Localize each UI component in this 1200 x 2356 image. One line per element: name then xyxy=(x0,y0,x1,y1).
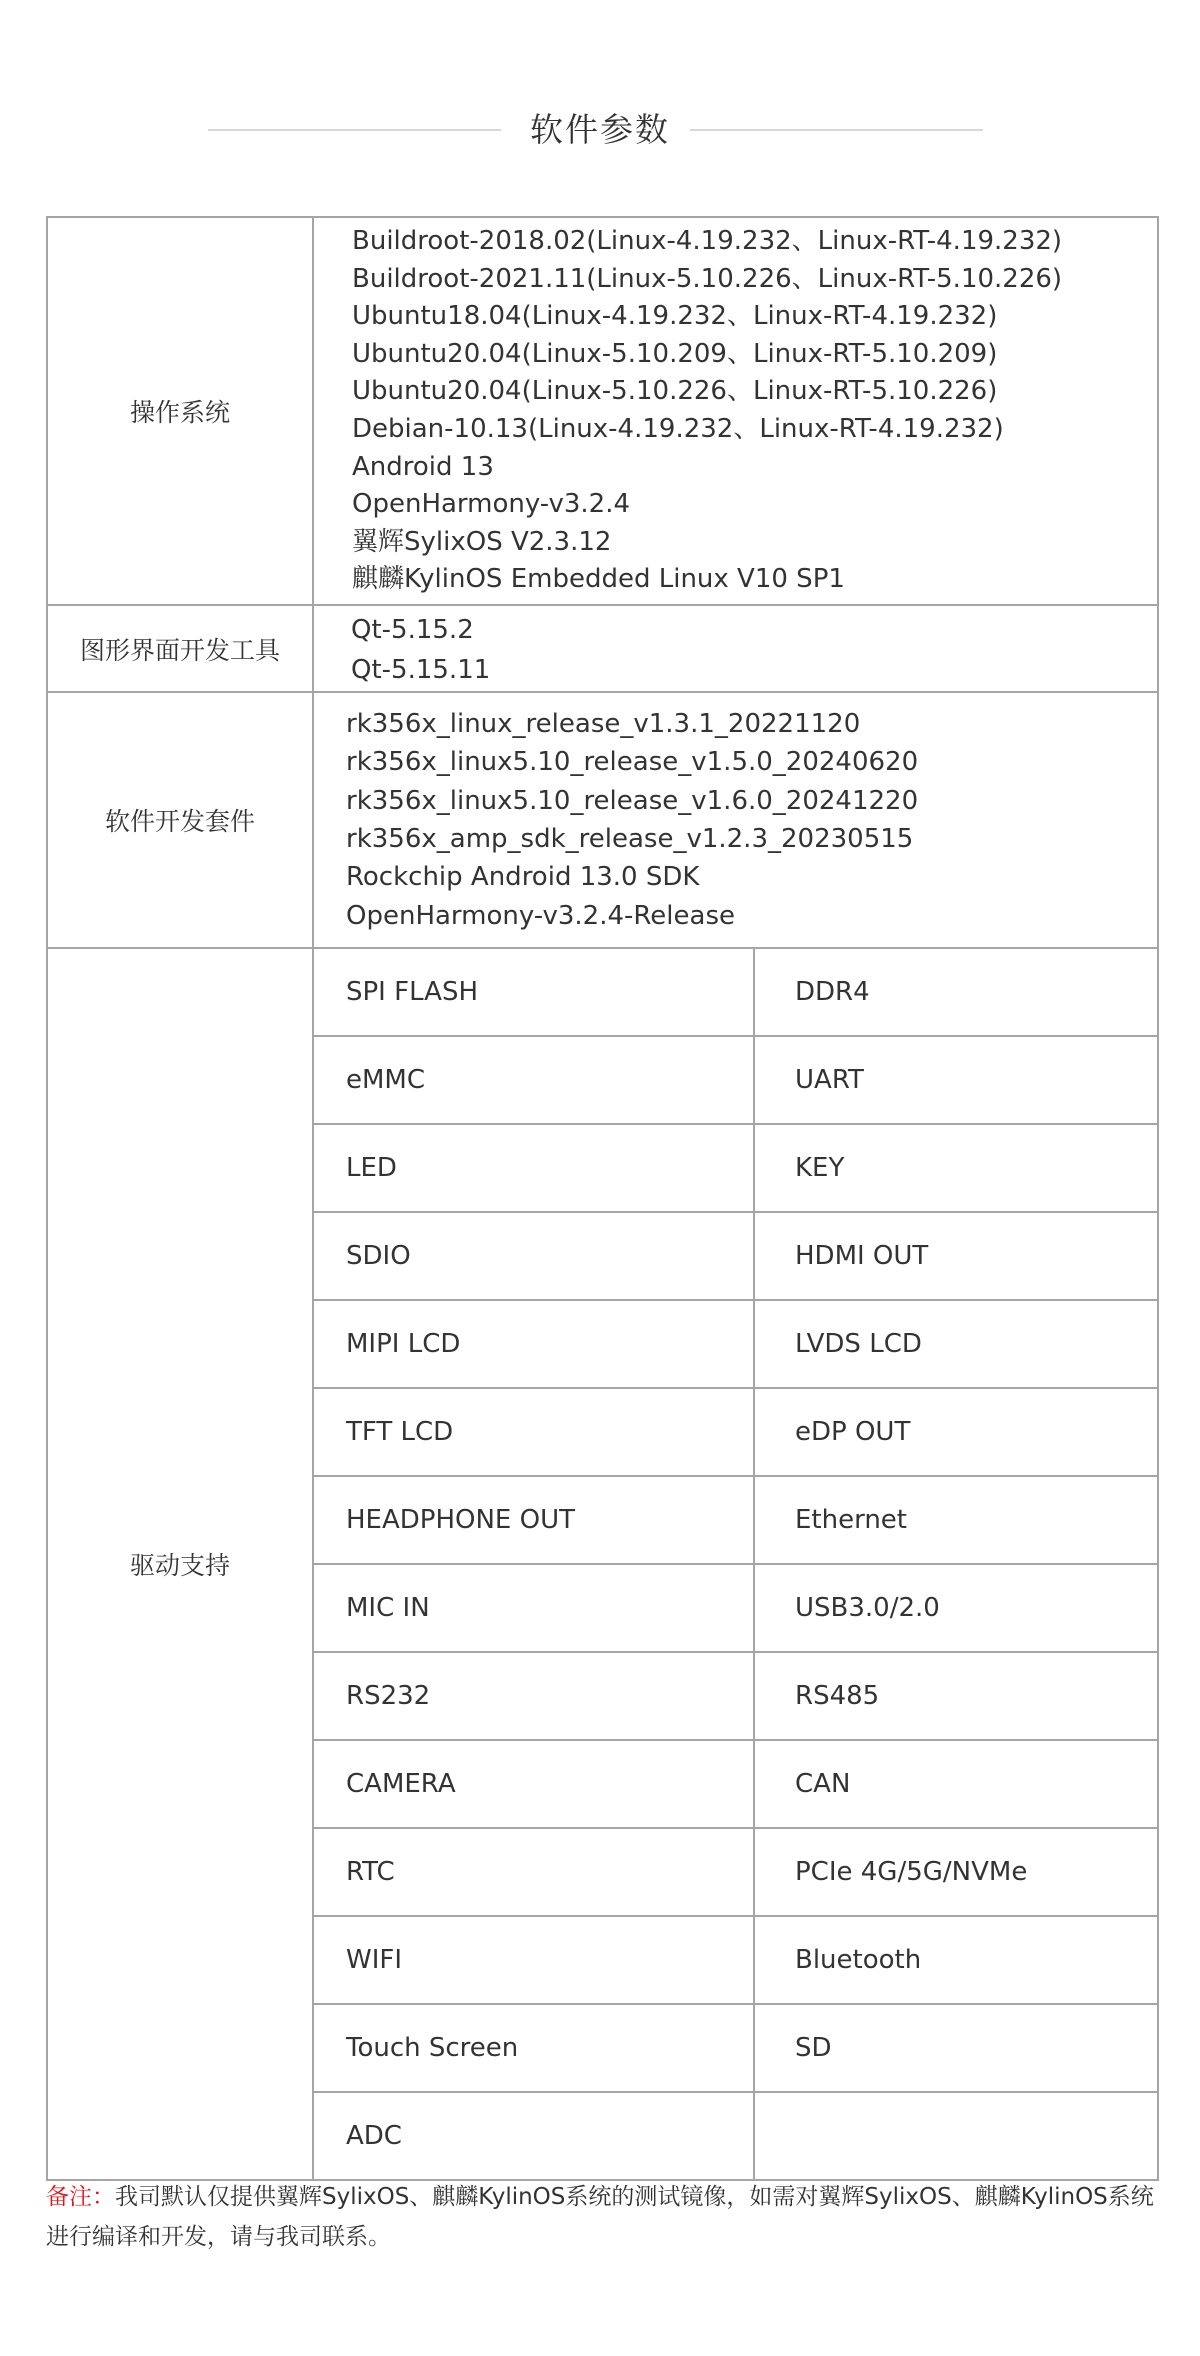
driver-cell: Touch Screen xyxy=(313,2004,754,2092)
driver-cell: MIC IN xyxy=(313,1564,754,1652)
os-item: 麒麟KylinOS Embedded Linux V10 SP1 xyxy=(352,564,845,595)
sdk-item: rk356x_linux_release_v1.3.1_20221120 xyxy=(346,708,861,739)
driver-cell: SPI FLASH xyxy=(313,948,754,1036)
os-item: Buildroot-2021.11(Linux-5.10.226、Linux-RT-5.10.226) xyxy=(352,263,1063,294)
driver-cell xyxy=(754,2092,1158,2180)
software-spec-table xyxy=(46,216,1159,2181)
gui-list xyxy=(313,605,1158,692)
driver-cell: HEADPHONE OUT xyxy=(313,1476,754,1564)
sdk-item: rk356x_amp_sdk_release_v1.2.3_20230515 xyxy=(346,824,914,854)
note-label: 备注： xyxy=(46,2184,115,2210)
driver-cell: PCIe 4G/5G/NVMe xyxy=(754,1828,1158,1916)
gui-label: 图形界面开发工具 xyxy=(47,605,313,692)
driver-cell: DDR4 xyxy=(754,948,1158,1036)
sdk-row xyxy=(47,692,1158,948)
driver-cell: KEY xyxy=(754,1124,1158,1212)
page-title: 软件参数 xyxy=(530,110,670,149)
sdk-item: rk356x_linux5.10_release_v1.6.0_20241220 xyxy=(346,785,919,816)
sdk-item: OpenHarmony-v3.2.4-Release xyxy=(346,900,735,931)
driver-cell: UART xyxy=(754,1036,1158,1124)
gui-row xyxy=(47,605,1158,692)
driver-cell: eMMC xyxy=(313,1036,754,1124)
sdk-item: Rockchip Android 13.0 SDK xyxy=(346,862,700,893)
driver-cell: CAMERA xyxy=(313,1740,754,1828)
driver-cell: USB3.0/2.0 xyxy=(754,1564,1158,1652)
footnote xyxy=(46,2177,1166,2257)
os-item: Ubuntu20.04(Linux-5.10.226、Linux-RT-5.10.226) xyxy=(352,376,998,407)
sdk-label: 软件开发套件 xyxy=(47,692,313,948)
sdk-list xyxy=(313,692,1158,948)
os-item: Ubuntu18.04(Linux-4.19.232、Linux-RT-4.19.232) xyxy=(352,301,998,332)
driver-cell: Ethernet xyxy=(754,1476,1158,1564)
sdk-item: rk356x_linux5.10_release_v1.5.0_20240620 xyxy=(346,747,919,778)
driver-cell: MIPI LCD xyxy=(313,1300,754,1388)
driver-cell: LED xyxy=(313,1124,754,1212)
os-item: Buildroot-2018.02(Linux-4.19.232、Linux-RT-4.19.232) xyxy=(352,226,1063,257)
gui-tool-item: Qt-5.15.2 xyxy=(351,614,474,645)
os-list xyxy=(313,217,1158,605)
os-item: Debian-10.13(Linux-4.19.232、Linux-RT-4.19.232) xyxy=(352,414,1004,444)
header-divider-right xyxy=(690,129,983,131)
driver-cell: RS232 xyxy=(313,1652,754,1740)
driver-cell: HDMI OUT xyxy=(754,1212,1158,1300)
drivers-label: 驱动支持 xyxy=(47,948,313,2180)
driver-cell: Bluetooth xyxy=(754,1916,1158,2004)
driver-cell: LVDS LCD xyxy=(754,1300,1158,1388)
driver-cell: WIFI xyxy=(313,1916,754,2004)
os-item: OpenHarmony-v3.2.4 xyxy=(352,489,631,520)
os-item: 翼辉SylixOS V2.3.12 xyxy=(352,526,612,557)
gui-tool-item: Qt-5.15.11 xyxy=(351,654,491,685)
section-header xyxy=(0,98,1200,162)
driver-cell: RS485 xyxy=(754,1652,1158,1740)
os-item: Ubuntu20.04(Linux-5.10.209、Linux-RT-5.10.209) xyxy=(352,338,998,369)
driver-cell: TFT LCD xyxy=(313,1388,754,1476)
driver-cell: SDIO xyxy=(313,1212,754,1300)
driver-cell: CAN xyxy=(754,1740,1158,1828)
os-label: 操作系统 xyxy=(47,217,313,605)
driver-cell: eDP OUT xyxy=(754,1388,1158,1476)
driver-cell: RTC xyxy=(313,1828,754,1916)
driver-row xyxy=(47,948,1158,1036)
os-row xyxy=(47,217,1158,605)
note-text: 我司默认仅提供翼辉SylixOS、麒麟KylinOS系统的测试镜像，如需对翼辉SylixOS、麒麟KylinOS系统进行编译和开发，请与我司联系。 xyxy=(46,2184,1154,2250)
os-item: Android 13 xyxy=(352,451,494,482)
driver-cell: SD xyxy=(754,2004,1158,2092)
driver-cell: ADC xyxy=(313,2092,754,2180)
